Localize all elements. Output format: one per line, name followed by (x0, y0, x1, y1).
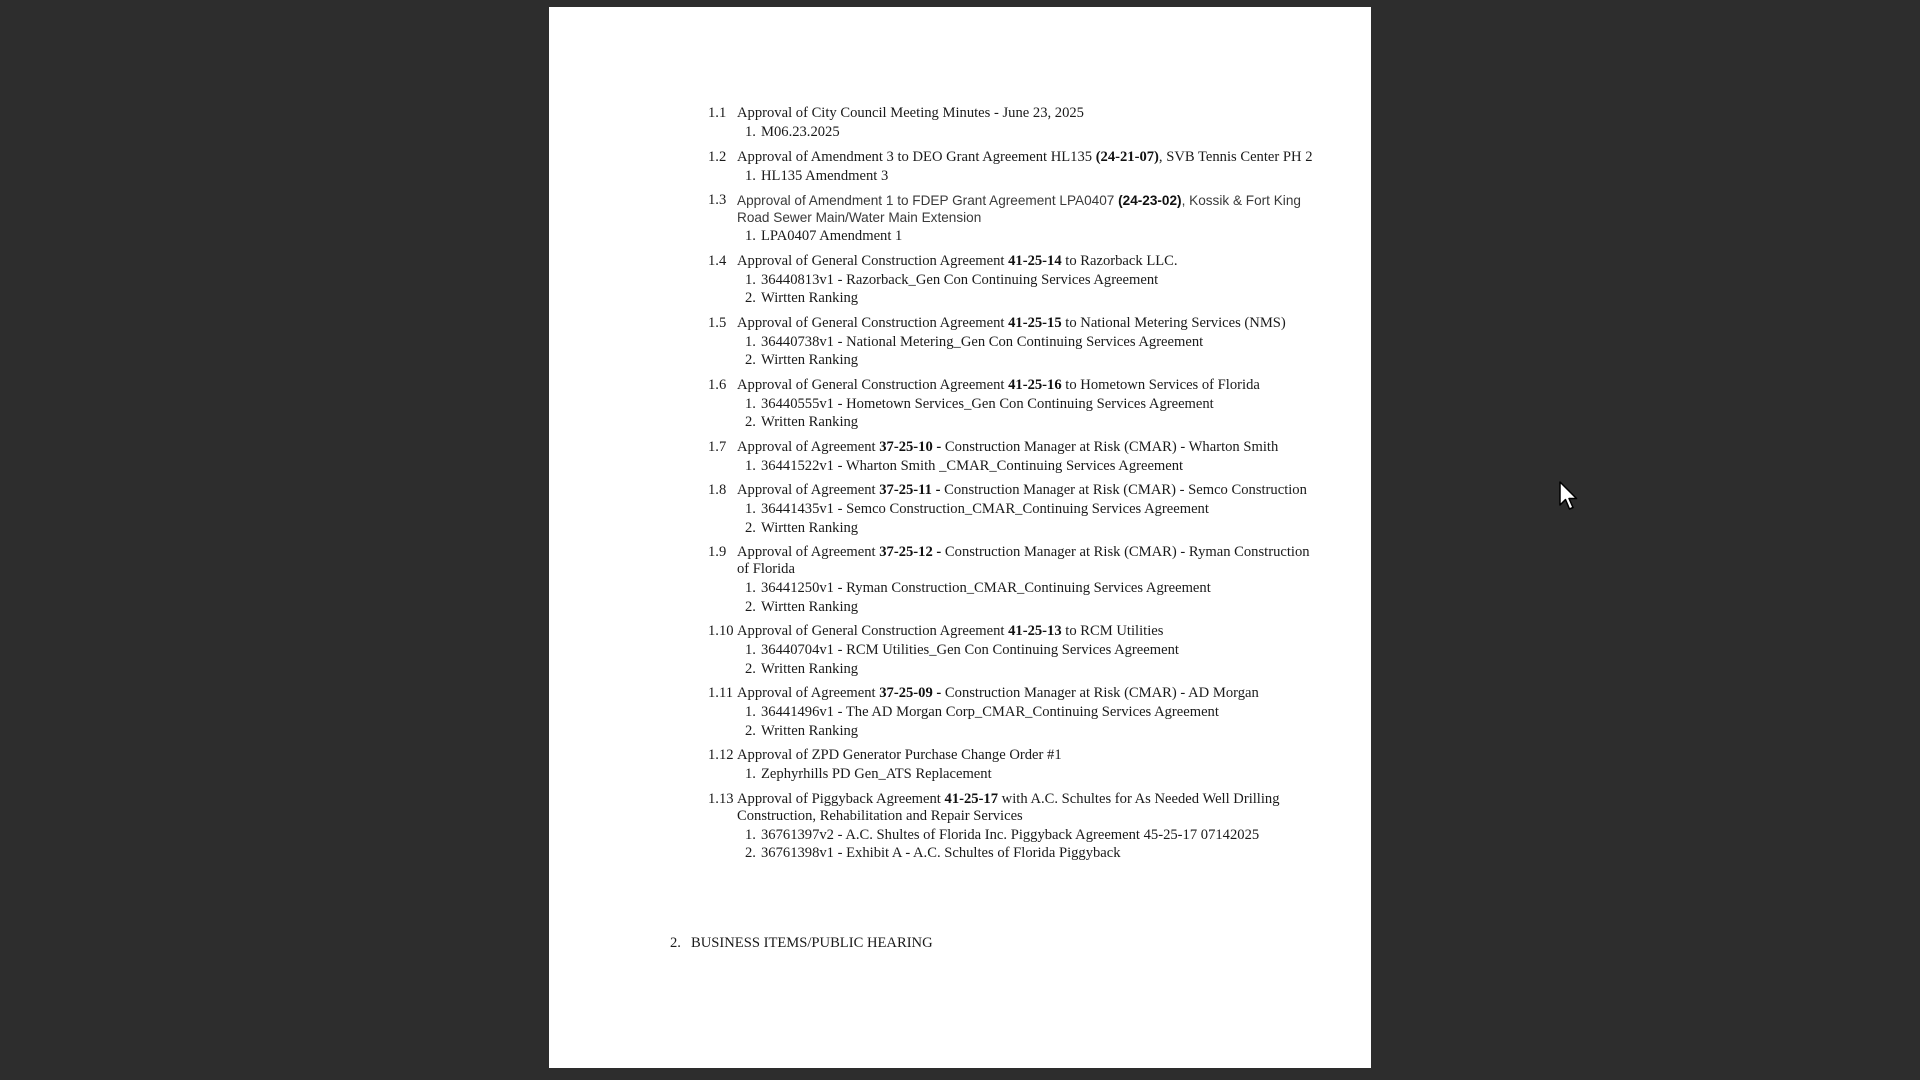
attachment-list (708, 227, 1328, 246)
agenda-item-header (708, 439, 1328, 456)
attachment-title: Wirtten Ranking (761, 598, 859, 615)
agenda-item-number: 1.6 (708, 376, 727, 393)
agenda-item-header (708, 253, 1328, 270)
agenda-item-number: 1.12 (708, 747, 734, 763)
title-text: to Razorback LLC. (1061, 252, 1178, 269)
agenda-item-header (708, 623, 1328, 640)
attachment-title: LPA0407 Amendment 1 (761, 228, 903, 244)
attachment-item (745, 457, 1328, 476)
section-number: 2. (670, 935, 681, 951)
agenda-item (708, 747, 1328, 784)
agreement-number: 41-25-15 (1008, 314, 1062, 331)
agenda-item-header (708, 315, 1328, 332)
attachment-number: 1. (745, 124, 756, 140)
agenda-list (708, 105, 1328, 870)
attachment-list (708, 457, 1328, 476)
title-text: Approval of City Council Meeting Minutes - June 23, 2025 (737, 105, 1084, 121)
attachment-list (708, 271, 1328, 308)
attachment-item (745, 395, 1328, 414)
attachment-number: 1. (745, 228, 756, 244)
attachment-title: 36440555v1 - Hometown Services_Gen Con Continuing Services Agreement (761, 395, 1214, 412)
agenda-item-number: 1.8 (708, 482, 727, 498)
agenda-item-title (737, 544, 1328, 578)
attachment-number: 2. (745, 660, 756, 677)
agreement-number: (24-23-02) (1118, 193, 1182, 208)
title-text: Approval of General Construction Agreement (737, 314, 1009, 331)
agreement-number: 41-25-16 (1008, 376, 1062, 393)
attachment-list (708, 703, 1328, 740)
title-text: , Kossik & Fort King Road Sewer Main/Water Main Extension (737, 193, 1301, 225)
attachment-list (708, 641, 1328, 678)
attachment-list (708, 826, 1328, 863)
attachment-item (745, 703, 1328, 722)
attachment-title: Written Ranking (761, 414, 859, 430)
agenda-item-title (737, 192, 1328, 226)
attachment-number: 1. (745, 271, 756, 288)
agenda-item-number: 1.13 (708, 790, 734, 807)
mouse-pointer-icon (1558, 481, 1580, 511)
agreement-number: (24-21-07) (1095, 148, 1159, 165)
attachment-item (745, 351, 1328, 370)
attachment-list (708, 765, 1328, 784)
attachment-title: Written Ranking (761, 722, 859, 739)
agenda-item-header (708, 192, 1328, 226)
title-text: to National Metering Services (NMS) (1061, 314, 1286, 331)
attachment-title: Written Ranking (761, 660, 859, 677)
attachment-number: 1. (745, 766, 756, 782)
title-text: Approval of ZPD Generator Purchase Change Order #1 (737, 747, 1062, 763)
attachment-list (708, 333, 1328, 370)
agenda-item-number: 1.4 (708, 252, 727, 269)
agenda-item-header (708, 791, 1328, 825)
agenda-item (708, 192, 1328, 246)
attachment-title: 36440813v1 - Razorback_Gen Con Continuing Services Agreement (761, 271, 1159, 288)
attachment-item (745, 333, 1328, 352)
agenda-item-number: 1.11 (708, 685, 733, 701)
title-text: Approval of General Construction Agreement (737, 376, 1009, 393)
title-text: Construction Manager at Risk (CMAR) - Semco Construction (940, 482, 1307, 498)
attachment-number: 2. (745, 845, 756, 861)
agenda-item-title (737, 623, 1328, 640)
title-text: Approval of Agreement (737, 482, 880, 498)
agreement-number: 41-25-17 (944, 790, 999, 807)
attachment-number: 1. (745, 642, 756, 658)
attachment-list (708, 579, 1328, 616)
agenda-item-title (737, 377, 1328, 394)
attachment-item (745, 289, 1328, 308)
attachment-item (745, 765, 1328, 784)
agenda-item-title (737, 685, 1328, 702)
agenda-item (708, 105, 1328, 142)
attachment-item (745, 660, 1328, 679)
attachment-title: Wirtten Ranking (761, 519, 859, 536)
section-title: BUSINESS ITEMS/PUBLIC HEARING (691, 935, 933, 951)
attachment-item (745, 722, 1328, 741)
agenda-item (708, 315, 1328, 370)
agenda-item-title (737, 105, 1328, 122)
attachment-list (708, 395, 1328, 432)
attachment-item (745, 641, 1328, 660)
attachment-title: Wirtten Ranking (761, 352, 859, 368)
attachment-item (745, 519, 1328, 538)
agenda-item-title (737, 747, 1328, 764)
attachment-title: 36761397v2 - A.C. Shultes of Florida Inc. Piggyback Agreement 45-25-17 07142025 (761, 826, 1260, 843)
agreement-number: 37-25-11 - (879, 482, 941, 498)
agenda-item-title (737, 439, 1328, 456)
title-text: to RCM Utilities (1061, 623, 1164, 639)
attachment-number: 1. (745, 580, 756, 596)
title-text: Approval of Agreement (737, 438, 880, 455)
agenda-item-number: 1.5 (708, 314, 727, 331)
attachment-number: 1. (745, 167, 756, 184)
attachment-number: 2. (745, 290, 756, 306)
attachment-item (745, 500, 1328, 519)
attachment-title: 36441250v1 - Ryman Construction_CMAR_Continuing Services Agreement (761, 580, 1211, 596)
attachment-title: 36440704v1 - RCM Utilities_Gen Con Continuing Services Agreement (761, 642, 1179, 658)
attachment-title: Wirtten Ranking (761, 290, 859, 306)
attachment-title: 36441496v1 - The AD Morgan Corp_CMAR_Continuing Services Agreement (761, 704, 1219, 720)
title-text: , SVB Tennis Center PH 2 (1158, 148, 1313, 165)
agreement-number: 37-25-10 - (879, 438, 942, 455)
document-page (549, 7, 1371, 1068)
attachment-title: 36441522v1 - Wharton Smith _CMAR_Continuing Services Agreement (761, 457, 1184, 474)
title-text: Approval of Agreement (737, 685, 880, 701)
agenda-item-title (737, 253, 1328, 270)
title-text: Approval of General Construction Agreement (737, 252, 1009, 269)
attachment-number: 1. (745, 826, 756, 843)
agenda-item (708, 623, 1328, 678)
attachment-number: 1. (745, 704, 756, 720)
attachment-number: 2. (745, 598, 756, 615)
attachment-item (745, 271, 1328, 290)
title-text: Approval of Amendment 3 to DEO Grant Agreement HL135 (737, 148, 1096, 165)
attachment-item (745, 123, 1328, 142)
agenda-item-title (737, 791, 1328, 825)
attachment-number: 1. (745, 501, 756, 517)
title-text: Construction Manager at Risk (CMAR) - Wharton Smith (941, 438, 1279, 455)
title-text: Approval of Amendment 1 to FDEP Grant Agreement LPA0407 (737, 193, 1119, 208)
title-text: Approval of Agreement (737, 544, 880, 560)
agenda-item-number: 1.1 (708, 105, 727, 121)
agenda-section-heading (670, 935, 933, 952)
attachment-number: 1. (745, 457, 756, 474)
agenda-item-number: 1.3 (708, 192, 727, 208)
agreement-number: 41-25-13 (1008, 623, 1062, 639)
agenda-item-number: 1.10 (708, 623, 734, 639)
attachment-item (745, 413, 1328, 432)
attachment-number: 2. (745, 519, 756, 536)
agenda-item (708, 439, 1328, 476)
title-text: Construction Manager at Risk (CMAR) - Ryman Construction of Florida (737, 544, 1310, 577)
attachment-title: 36441435v1 - Semco Construction_CMAR_Continuing Services Agreement (761, 501, 1209, 517)
agenda-item-header (708, 105, 1328, 122)
title-text: to Hometown Services of Florida (1061, 376, 1260, 393)
agenda-item-title (737, 482, 1328, 499)
attachment-item (745, 598, 1328, 617)
attachment-number: 1. (745, 333, 756, 350)
agenda-item-header (708, 149, 1328, 166)
attachment-list (708, 123, 1328, 142)
agenda-item-header (708, 544, 1328, 578)
agenda-item-header (708, 482, 1328, 499)
attachment-item (745, 167, 1328, 186)
agenda-item (708, 149, 1328, 186)
agenda-item-number: 1.7 (708, 438, 727, 455)
attachment-title: M06.23.2025 (761, 124, 840, 140)
attachment-title: HL135 Amendment 3 (761, 167, 889, 184)
attachment-title: Zephyrhills PD Gen_ATS Replacement (761, 766, 992, 782)
agreement-number: 41-25-14 (1008, 252, 1062, 269)
agreement-number: 37-25-12 - (879, 544, 942, 560)
agenda-item (708, 482, 1328, 537)
title-text: Construction Manager at Risk (CMAR) - AD Morgan (941, 685, 1259, 701)
attachment-number: 2. (745, 414, 756, 430)
title-text: Approval of Piggyback Agreement (737, 790, 945, 807)
attachment-number: 2. (745, 352, 756, 368)
agenda-item-title (737, 315, 1328, 332)
attachment-list (708, 500, 1328, 537)
attachment-number: 1. (745, 395, 756, 412)
attachment-item (745, 844, 1328, 863)
attachment-number: 2. (745, 722, 756, 739)
agenda-item (708, 253, 1328, 308)
agenda-item-header (708, 747, 1328, 764)
title-text: with A.C. Schultes for As Needed Well Drilling Construction, Rehabilitation and Repair Services (737, 790, 1280, 824)
title-text: Approval of General Construction Agreement (737, 623, 1009, 639)
attachment-title: 36440738v1 - National Metering_Gen Con Continuing Services Agreement (761, 333, 1204, 350)
agenda-item (708, 791, 1328, 863)
attachment-list (708, 167, 1328, 186)
agreement-number: 37-25-09 - (879, 685, 942, 701)
agenda-item-header (708, 377, 1328, 394)
attachment-title: 36761398v1 - Exhibit A - A.C. Schultes of Florida Piggyback (761, 845, 1121, 861)
attachment-item (745, 579, 1328, 598)
agenda-item-title (737, 149, 1328, 166)
agenda-item (708, 685, 1328, 740)
agenda-item (708, 377, 1328, 432)
agenda-item (708, 544, 1328, 616)
attachment-item (745, 227, 1328, 246)
agenda-item-header (708, 685, 1328, 702)
attachment-item (745, 826, 1328, 845)
agenda-item-number: 1.9 (708, 544, 727, 560)
agenda-item-number: 1.2 (708, 148, 727, 165)
